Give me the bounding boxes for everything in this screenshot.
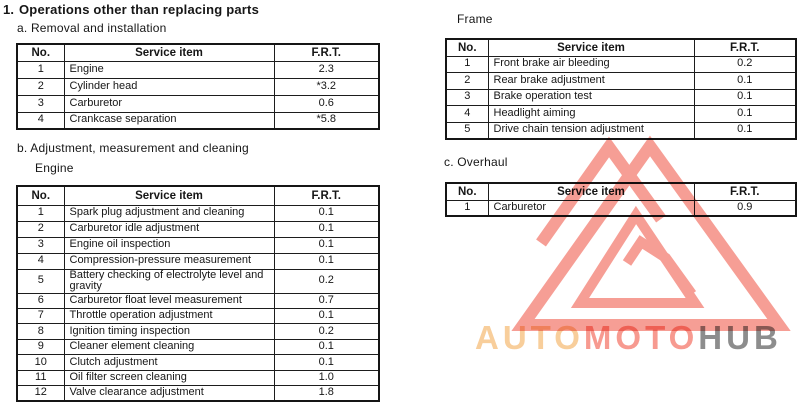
frt-cell: 0.1 [274, 253, 379, 269]
section-heading-operations [3, 2, 259, 17]
row-number-cell: 5 [17, 269, 64, 293]
frt-column-header: F.R.T. [274, 44, 379, 61]
frt-cell: 0.1 [274, 308, 379, 323]
service-item-cell: Clutch adjustment [64, 355, 274, 370]
frt-cell: 0.9 [694, 200, 796, 216]
frame-table [445, 38, 797, 140]
table-header-row [446, 183, 796, 200]
service-item-cell: Cylinder head [64, 78, 274, 95]
row-number-cell: 11 [17, 370, 64, 385]
service-item-cell: Front brake air bleeding [488, 56, 694, 73]
overhaul-table [445, 182, 797, 217]
table-row [446, 122, 796, 139]
frt-cell: 1.0 [274, 370, 379, 385]
frt-cell: 1.8 [274, 385, 379, 400]
service-item-column-header: Service item [488, 183, 694, 200]
subheading-removal-installation: a. Removal and installation [17, 21, 167, 35]
service-item-cell: Engine [64, 61, 274, 78]
table-row [17, 95, 379, 112]
service-item-cell: Valve clearance adjustment [64, 385, 274, 400]
frt-cell: 0.2 [694, 56, 796, 73]
engine-adjustment-table [16, 185, 380, 402]
service-item-cell: Carburetor [64, 95, 274, 112]
service-item-cell: Throttle operation adjustment [64, 308, 274, 323]
table-header-row [17, 44, 379, 61]
subheading-adjustment-measurement: b. Adjustment, measurement and cleaning [17, 141, 249, 155]
table-row [17, 339, 379, 354]
table-row [17, 293, 379, 308]
table-row [17, 221, 379, 237]
frt-cell: *3.2 [274, 78, 379, 95]
table-row [446, 200, 796, 216]
table-row [17, 308, 379, 323]
table-header-row [17, 186, 379, 205]
frt-cell: 0.1 [694, 73, 796, 90]
row-number-cell: 9 [17, 339, 64, 354]
frt-cell: 0.1 [274, 237, 379, 253]
no-column-header: No. [17, 186, 64, 205]
service-item-cell: Cleaner element cleaning [64, 339, 274, 354]
frt-cell: 0.1 [694, 89, 796, 106]
wordmark-hub: HUB [698, 319, 782, 356]
service-item-cell: Crankcase separation [64, 112, 274, 129]
service-item-cell: Headlight aiming [488, 106, 694, 123]
service-item-cell: Ignition timing inspection [64, 324, 274, 339]
no-column-header: No. [446, 183, 488, 200]
row-number-cell: 8 [17, 324, 64, 339]
row-number-cell: 3 [17, 95, 64, 112]
row-number-cell: 3 [17, 237, 64, 253]
removal-installation-table [16, 43, 380, 130]
row-number-cell: 1 [446, 56, 488, 73]
section-number: 1. [3, 2, 15, 17]
section-title: Operations other than replacing parts [19, 2, 259, 17]
table-row [17, 205, 379, 221]
frt-column-header: F.R.T. [274, 186, 379, 205]
service-item-cell: Battery checking of electrolyte level and gravity [64, 269, 274, 293]
table-row [17, 237, 379, 253]
table-row [17, 61, 379, 78]
frt-cell: 2.3 [274, 61, 379, 78]
row-number-cell: 2 [17, 221, 64, 237]
frt-column-header: F.R.T. [694, 39, 796, 56]
service-item-cell: Carburetor [488, 200, 694, 216]
service-item-cell: Compression-pressure measurement [64, 253, 274, 269]
wordmark-auto: AUTO [475, 319, 584, 356]
frt-cell: *5.8 [274, 112, 379, 129]
frt-cell: 0.7 [274, 293, 379, 308]
frt-cell: 0.1 [274, 355, 379, 370]
no-column-header: No. [446, 39, 488, 56]
row-number-cell: 6 [17, 293, 64, 308]
row-number-cell: 3 [446, 89, 488, 106]
no-column-header: No. [17, 44, 64, 61]
table-row [17, 370, 379, 385]
frt-cell: 0.1 [274, 205, 379, 221]
service-item-cell: Spark plug adjustment and cleaning [64, 205, 274, 221]
table-row [17, 385, 379, 400]
row-number-cell: 2 [17, 78, 64, 95]
frt-column-header: F.R.T. [694, 183, 796, 200]
row-number-cell: 1 [17, 205, 64, 221]
table-row [446, 73, 796, 90]
subheading-overhaul: c. Overhaul [444, 155, 508, 169]
service-item-cell: Engine oil inspection [64, 237, 274, 253]
service-item-cell: Carburetor float level measurement [64, 293, 274, 308]
service-item-cell: Drive chain tension adjustment [488, 122, 694, 139]
service-item-cell: Oil filter screen cleaning [64, 370, 274, 385]
frame-group-label: Frame [457, 12, 493, 26]
row-number-cell: 7 [17, 308, 64, 323]
service-item-cell: Carburetor idle adjustment [64, 221, 274, 237]
table-row [17, 78, 379, 95]
table-row [446, 56, 796, 73]
row-number-cell: 10 [17, 355, 64, 370]
service-item-cell: Rear brake adjustment [488, 73, 694, 90]
row-number-cell: 1 [446, 200, 488, 216]
row-number-cell: 1 [17, 61, 64, 78]
service-item-cell: Brake operation test [488, 89, 694, 106]
frt-cell: 0.2 [274, 324, 379, 339]
frt-cell: 0.6 [274, 95, 379, 112]
table-row [446, 89, 796, 106]
table-row [17, 112, 379, 129]
table-row [17, 355, 379, 370]
row-number-cell: 5 [446, 122, 488, 139]
service-item-column-header: Service item [64, 186, 274, 205]
table-row [17, 269, 379, 293]
row-number-cell: 4 [17, 253, 64, 269]
table-row [446, 106, 796, 123]
row-number-cell: 4 [446, 106, 488, 123]
row-number-cell: 2 [446, 73, 488, 90]
table-row [17, 253, 379, 269]
table-row [17, 324, 379, 339]
row-number-cell: 12 [17, 385, 64, 400]
frt-cell: 0.1 [274, 339, 379, 354]
automotohub-wordmark [475, 321, 782, 354]
wordmark-moto: MOTO [583, 319, 699, 356]
service-item-column-header: Service item [488, 39, 694, 56]
table-header-row [446, 39, 796, 56]
frt-cell: 0.1 [694, 122, 796, 139]
service-item-column-header: Service item [64, 44, 274, 61]
frt-cell: 0.1 [274, 221, 379, 237]
frt-cell: 0.1 [694, 106, 796, 123]
engine-group-label: Engine [35, 161, 74, 175]
row-number-cell: 4 [17, 112, 64, 129]
frt-cell: 0.2 [274, 269, 379, 293]
